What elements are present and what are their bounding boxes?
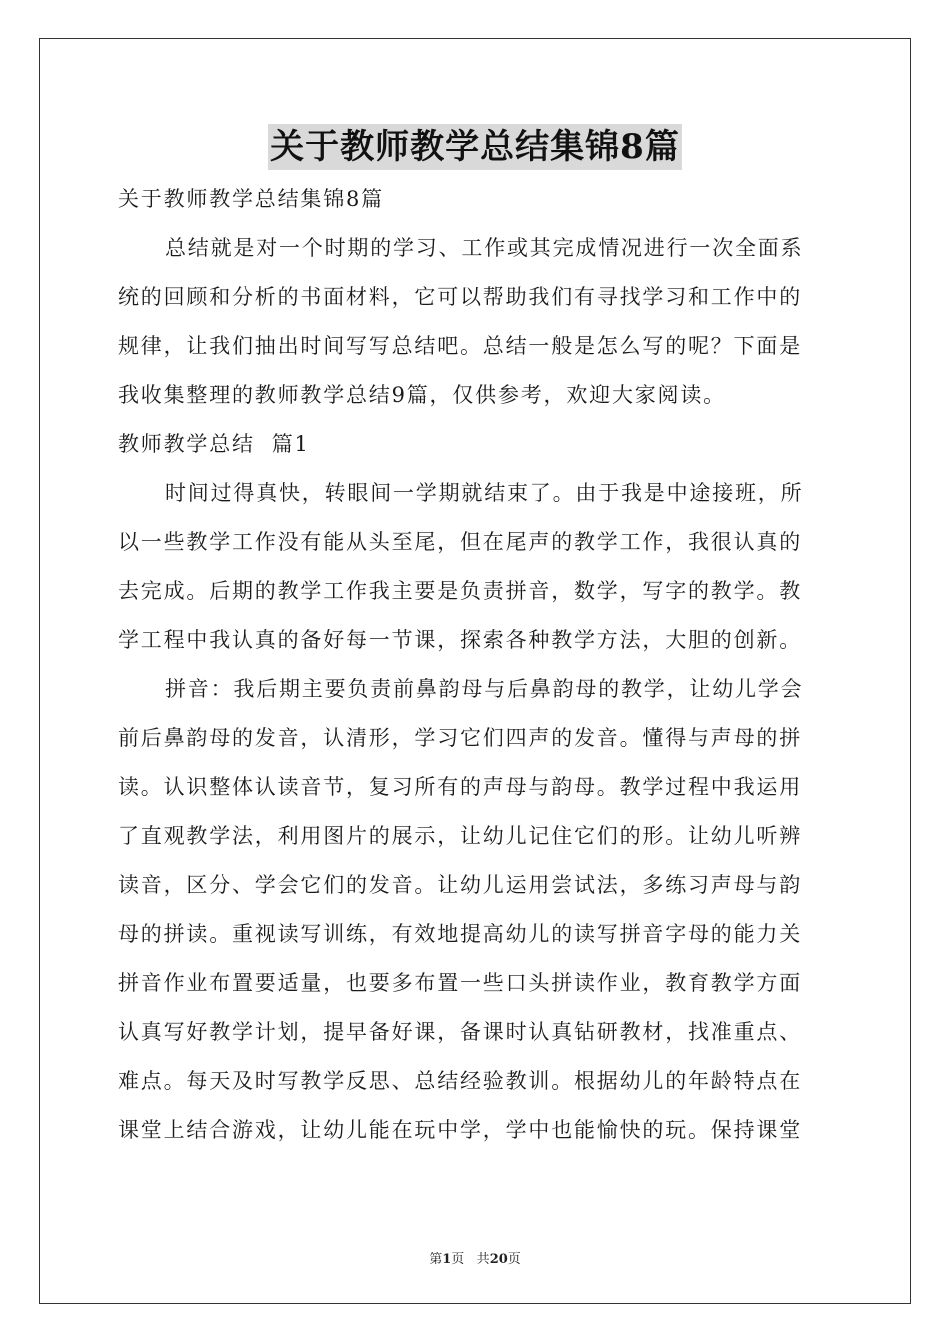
intro-line: 统的回顾和分析的书面材料，它可以帮助我们有寻找学习和工作中的 (118, 285, 802, 309)
paragraph-line: 读。认识整体认读音节，复习所有的声母与韵母。教学过程中我运用 (118, 775, 802, 799)
paragraph-line: 了直观教学法，利用图片的展示，让幼儿记住它们的形。让幼儿听辨 (118, 824, 802, 848)
intro-line: 我收集整理的教师教学总结9篇，仅供参考，欢迎大家阅读。 (118, 383, 726, 407)
footer-page-suffix: 页 (451, 1252, 465, 1267)
page-footer (0, 1248, 950, 1267)
document-body (118, 181, 833, 1161)
paragraph-line: 时间过得真快，转眼间一学期就结束了。由于我是中途接班，所 (165, 481, 804, 505)
footer-page-number: 1 (442, 1252, 452, 1267)
intro-line: 总结就是对一个时期的学习、工作或其完成情况进行一次全面系 (165, 236, 804, 260)
section-heading: 教师教学总结 篇1 (118, 432, 310, 456)
footer-prefix: 第 (429, 1252, 443, 1267)
paragraph-line: 学工程中我认真的备好每一节课，探索各种教学方法，大胆的创新。 (118, 628, 802, 652)
paragraph-line: 课堂上结合游戏，让幼儿能在玩中学，学中也能愉快的玩。保持课堂 (118, 1118, 802, 1142)
footer-total-prefix: 共 (476, 1252, 490, 1267)
paragraph-line: 前后鼻韵母的发音，认清形，学习它们四声的发音。懂得与声母的拼 (118, 726, 802, 750)
footer-total-suffix: 页 (507, 1252, 521, 1267)
paragraph-line: 难点。每天及时写教学反思、总结经验教训。根据幼儿的年龄特点在 (118, 1069, 802, 1093)
footer-total-pages: 20 (489, 1252, 508, 1267)
paragraph-line: 认真写好教学计划，提早备好课，备课时认真钻研教材，找准重点、 (118, 1020, 802, 1044)
paragraph-line: 去完成。后期的教学工作我主要是负责拼音，数学，写字的教学。教 (118, 579, 802, 603)
title-container (0, 124, 950, 170)
document-title: 关于教师教学总结集锦8篇 (268, 124, 682, 170)
paragraph-line: 拼音作业布置要适量，也要多布置一些口头拼读作业，教育教学方面 (118, 971, 802, 995)
paragraph-line: 拼音：我后期主要负责前鼻韵母与后鼻韵母的教学，让幼儿学会 (165, 677, 804, 701)
intro-line: 规律，让我们抽出时间写写总结吧。总结一般是怎么写的呢？下面是 (118, 334, 802, 358)
paragraph-line: 母的拼读。重视读写训练，有效地提高幼儿的读写拼音字母的能力关 (118, 922, 802, 946)
paragraph-line: 读音，区分、学会它们的发音。让幼儿运用尝试法，多练习声母与韵 (118, 873, 802, 897)
paragraph-line: 以一些教学工作没有能从头至尾，但在尾声的教学工作，我很认真的 (118, 530, 802, 554)
subtitle: 关于教师教学总结集锦8篇 (118, 187, 384, 211)
